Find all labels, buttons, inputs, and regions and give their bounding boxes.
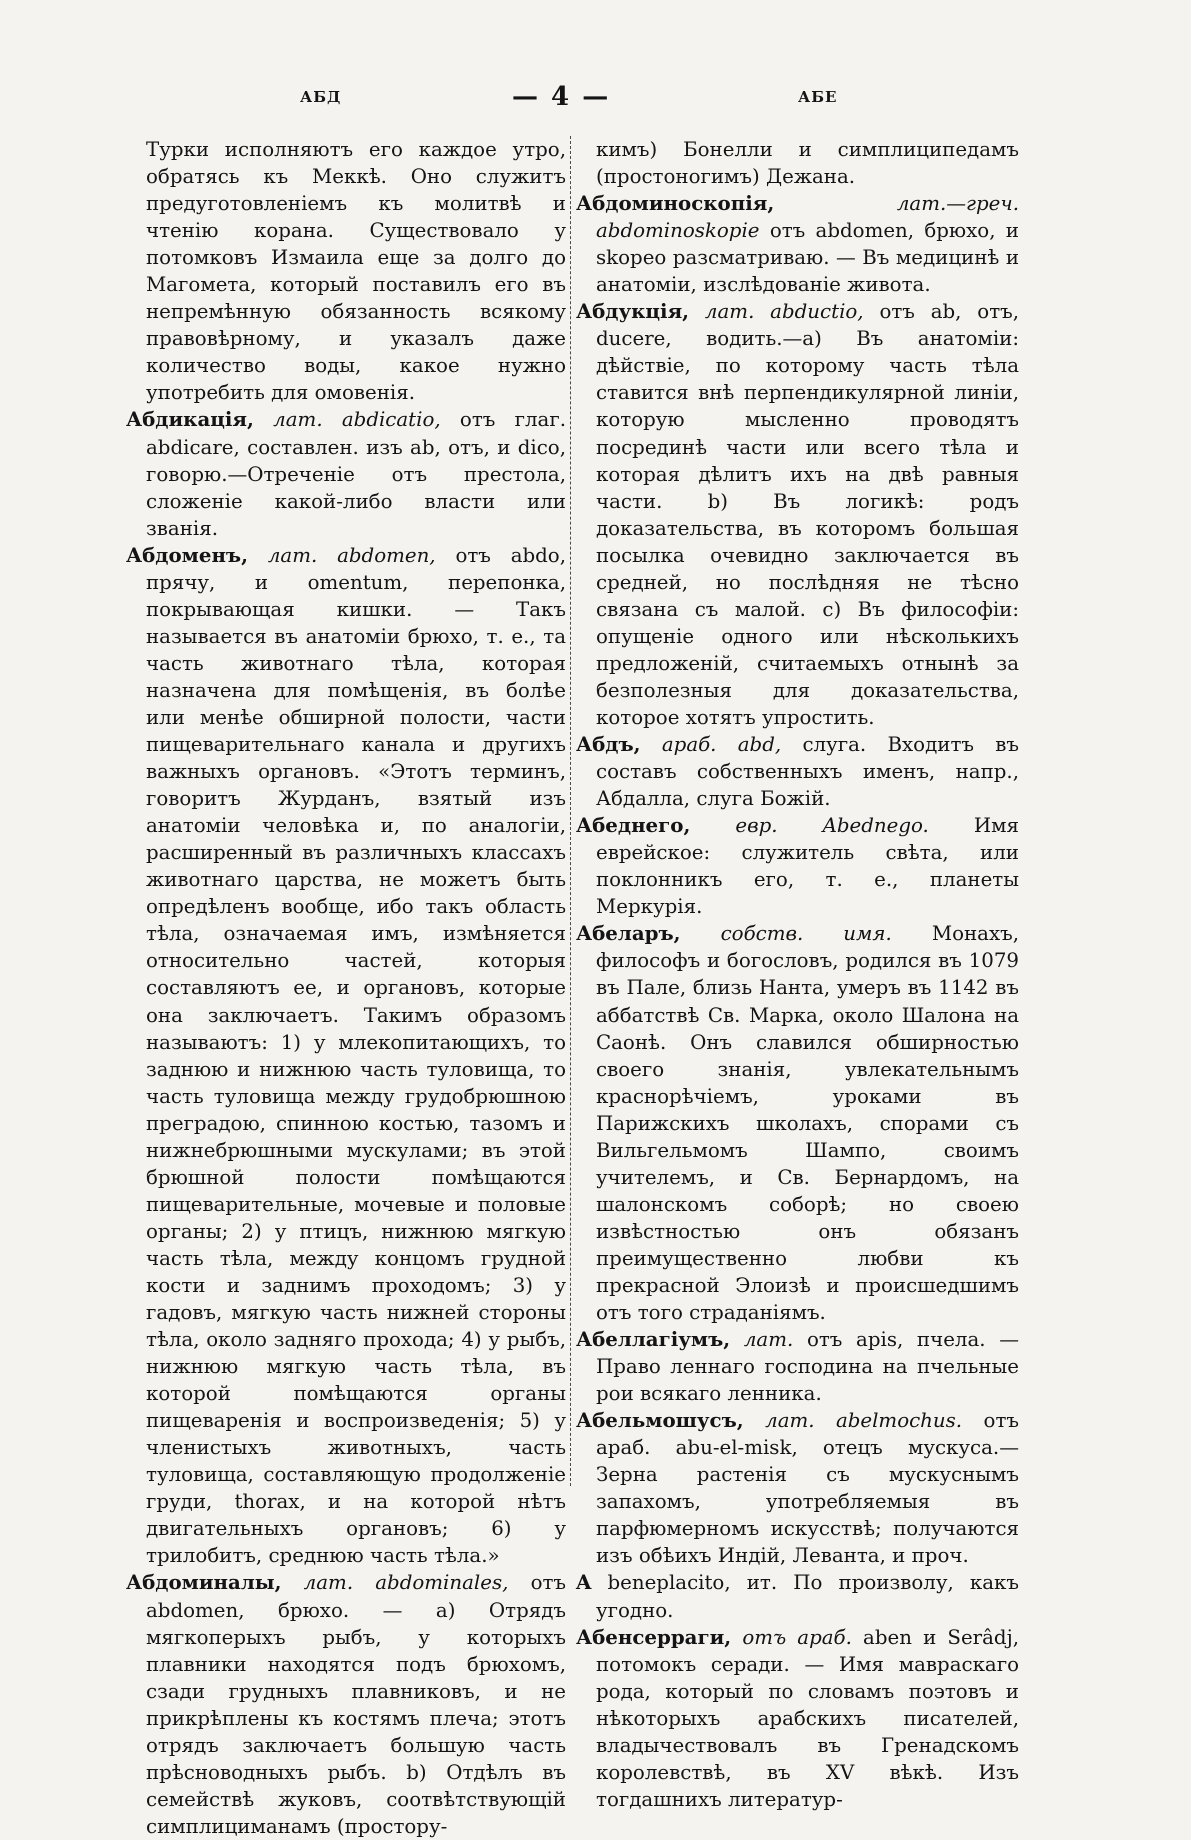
entry-headword: Абдоменъ, (126, 542, 248, 567)
dictionary-entry (576, 298, 1019, 731)
entry-definition: beneplacito, ит. По произволу, какъ угодно. (596, 1571, 1019, 1622)
entry-definition: слуга. Входитъ въ составъ собственныхъ именъ, напр., Абдалла, слуга Божій. (596, 733, 1019, 811)
entry-headword: Абдъ, (576, 732, 641, 757)
entry-headword: Абдоминоскопія, (576, 191, 775, 216)
dictionary-entry (576, 1569, 1019, 1623)
entry-definition: отъ глаг. abdicare, составлен. изъ ab, отъ, и dico, говорю.—Отреченіе отъ престола, сложеніе какой-либо власти или званія. (146, 408, 566, 540)
entry-headword: Абдукція, (576, 299, 690, 324)
column-divider (570, 136, 571, 1486)
dictionary-entry (126, 406, 566, 541)
entry-definition: отъ apis, пчела. —Право леннаго господина на пчельные рои всякаго ленника. (596, 1328, 1019, 1406)
entry-definition: aben и Serâdj, потомокъ серади. — Имя мавраскаго рода, который по словамъ поэтовъ и нѣкоторыхъ арабскихъ писателей, владычествовалъ въ Гренадскомъ королевствѣ, въ XV вѣкѣ. Изъ тогдашнихъ литератур- (596, 1625, 1019, 1811)
entry-headword: Абдикація, (126, 407, 254, 432)
dictionary-entry (576, 812, 1019, 920)
right-column (576, 136, 1019, 1813)
continuation-text: кимъ) Бонелли и симплиципедамъ (простоногимъ) Дежана. (596, 138, 1019, 189)
dictionary-entry (126, 542, 566, 1570)
page-number: — 4 — (512, 82, 611, 112)
running-head-left: АБД (300, 88, 342, 106)
entry-headword: A (576, 1570, 592, 1595)
entry-etymology: евр. Abednego. (735, 814, 929, 838)
entry-definition: отъ abdomen, брюхо. — a) Отрядъ мягкоперыхъ рыбъ, у которыхъ плавники находятся подъ брюхомъ, сзади грудныхъ плавниковъ, и не прикрѣплены къ костямъ плеча; этотъ отрядъ заключаетъ большую часть прѣсноводныхъ рыбъ. b) Отдѣлъ въ семействѣ жуковъ, соотвѣтствующій симплициманамъ (простору- (146, 1571, 567, 1838)
entry-headword: Абеларъ, (576, 921, 681, 946)
left-column (126, 136, 566, 1840)
dictionary-entry (576, 1624, 1019, 1813)
dictionary-entry (576, 1326, 1019, 1407)
running-head-right: АБЕ (798, 88, 838, 106)
entry-headword: Абеллагіумъ, (576, 1327, 731, 1352)
entry-etymology: отъ араб. (742, 1625, 852, 1649)
entry-etymology: лат. abdominales, (303, 1571, 509, 1595)
dictionary-entry (576, 1407, 1019, 1569)
entry-etymology: лат. (743, 1328, 794, 1352)
entry-etymology: собств. имя. (720, 922, 892, 946)
page-header (0, 82, 1191, 118)
dictionary-entry (576, 920, 1019, 1326)
entry-etymology: лат. abdicatio, (273, 408, 441, 432)
entry-etymology: лат.—греч. abdominoskopie (596, 192, 1019, 243)
entry-definition: Имя еврейское: служитель свѣта, или поклонникъ его, т. е., планеты Меркурія. (596, 814, 1019, 919)
dictionary-entry (576, 190, 1019, 298)
entry-definition: Монахъ, философъ и богословъ, родился въ 1079 въ Пале, близь Нанта, умеръ въ 1142 въ аббатствѣ Св. Марка, около Шалона на Саонѣ. Онъ славился обширностью своего знанія, увлекательнымъ краснорѣчіемъ, уроками въ Парижскихъ школахъ, спорами съ Вильгельмомъ Шампо, своимъ учителемъ, и Св. Бернардомъ, на шалонскомъ соборѣ; но своею извѣстностью онъ обязанъ преимущественно любви къ прекрасной Элоизѣ и происшедшимъ отъ того страданіямъ. (596, 922, 1019, 1325)
continuation-text: Турки исполняютъ его каждое утро, обратясь къ Меккѣ. Оно служитъ предуготовленіемъ къ молитвѣ и чтенію корана. Существовало у потомковъ Измаила еще за долго до Магомета, который поставилъ его въ непремѣнную обязанность всякому правовѣрному, и указалъ даже количество воды, какое нужно употребить для омовенія. (146, 138, 566, 405)
entry-headword: Абенсерраги, (576, 1624, 732, 1649)
entry-definition: отъ abdomen, брюхо, и skopeo разсматриваю. — Въ медицинѣ и анатоміи, изслѣдованіе живота. (596, 219, 1019, 297)
entry-definition: отъ араб. abu-el-misk, отецъ мускуса.—Зерна растенія съ мускуснымъ запахомъ, употребляемыя въ парфюмерномъ искусствѣ; получаются изъ обѣихъ Индій, Леванта, и проч. (596, 1409, 1019, 1568)
entry-etymology: лат. abelmochus. (765, 1409, 963, 1433)
entry-definition: отъ abdo, прячу, и omentum, перепонка, покрывающая кишки. — Такъ называется въ анатоміи брюхо, т. е., та часть животнаго тѣла, которая назначена для помѣщенія, въ болѣе или менѣе обширной полости, части пищеварительнаго канала и другихъ важныхъ органовъ. «Этотъ терминъ, говоритъ Журданъ, взятый изъ анатоміи человѣка и, по аналогіи, расширенный въ различныхъ классахъ животнаго царства, не можетъ быть опредѣленъ вообще, ибо такъ область тѣла, означаемая имъ, измѣняется относительно частей, которыя составляютъ ее, и органовъ, которые она заключаетъ. Такимъ образомъ называютъ: 1) у млекопитающихъ, то заднюю и нижнюю часть туловища, то часть туловища между грудобрюшною преградою, спинною костью, тазомъ и нижнебрюшными мускулами; въ этой брюшной полости помѣщаются пищеварительные, мочевые и половые органы; 2) у птицъ, нижнюю мягкую часть тѣла, между концомъ грудной кости и заднимъ проходомъ; 3) у гадовъ, мягкую часть нижней стороны тѣла, около задняго прохода; 4) у рыбъ, нижнюю мягкую часть тѣла, въ которой помѣщаются органы пищеваренія и воспроизведенія; 5) у членистыхъ животныхъ, часть туловища, составляющую продолженіе груди, thorax, и на которой нѣтъ двигательныхъ органовъ; 6) у трилобитъ, среднюю часть тѣла.» (146, 543, 567, 1568)
entry-headword: Абдоминалы, (126, 1570, 282, 1595)
dictionary-entry (576, 731, 1019, 812)
entry-headword: Абеднего, (576, 813, 691, 838)
entry-definition: отъ ab, отъ, duсere, водить.—a) Въ анатоміи: дѣйствіе, по которому часть тѣла ставится внѣ перпендикулярной линіи, которую мысленно проводятъ посрединѣ части или всего тѣла и которая дѣлитъ ихъ на двѣ равныя части. b) Въ логикѣ: родъ доказательства, въ которомъ большая посылка очевидно заключается въ средней, но послѣдняя не тѣсно связана съ малой. c) Въ философіи: опущеніе одного или нѣсколькихъ предложеній, считаемыхъ отнынѣ за безполезныя для доказательства, которое хотятъ упростить. (596, 300, 1020, 729)
entry-etymology: лат. abductio, (704, 300, 864, 324)
entry-etymology: лат. abdomen, (267, 543, 436, 567)
entry-etymology: араб. abd, (661, 733, 782, 757)
entry-headword: Абельмошусъ, (576, 1408, 744, 1433)
dictionary-entry (126, 1569, 566, 1839)
